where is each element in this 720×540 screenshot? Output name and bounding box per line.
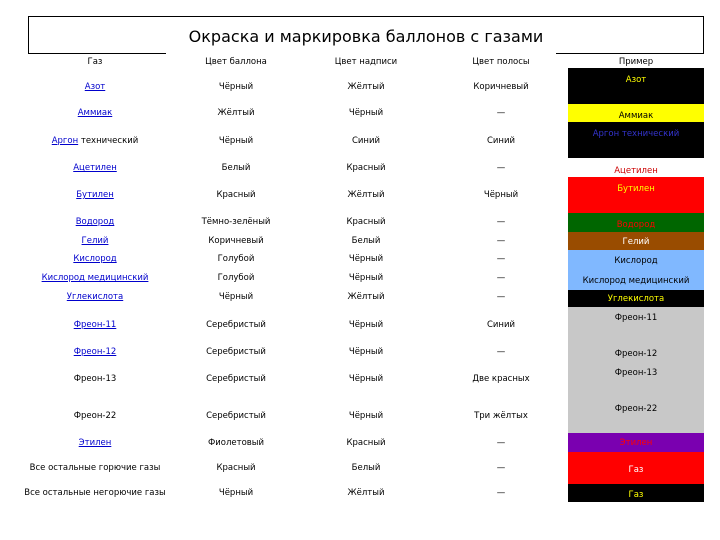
cell-text: Чёрный: [348, 411, 384, 421]
cell-balloon: Красный: [216, 190, 256, 200]
example-label: Азот: [625, 75, 647, 85]
table-row-gas: [85, 82, 106, 92]
cell-text: Белый: [351, 236, 381, 246]
cell-text: Жёлтый: [347, 292, 385, 302]
gas-link[interactable]: Кислород медицинский: [41, 273, 149, 283]
cell-balloon: Белый: [221, 163, 251, 173]
example-label: Фреон-12: [614, 349, 658, 359]
example-label: Водород: [616, 220, 656, 230]
example-label: Кислород медицинский: [582, 276, 690, 286]
cell-text: Чёрный: [348, 108, 384, 118]
cell-balloon: Серебристый: [206, 320, 266, 330]
cell-text: Белый: [351, 463, 381, 473]
example-label: Ацетилен: [614, 166, 658, 176]
gas-link[interactable]: Бутилен: [76, 190, 114, 200]
table-row-gas: [24, 488, 166, 498]
cell-text: Чёрный: [348, 347, 384, 357]
cell-balloon: Серебристый: [206, 374, 266, 384]
gas-link[interactable]: Фреон-11: [73, 320, 117, 330]
example-label: Этилен: [619, 438, 653, 448]
gas-link[interactable]: Ацетилен: [73, 163, 117, 173]
cell-text: Красный: [346, 163, 386, 173]
example-label: Фреон-13: [614, 368, 658, 378]
cell-balloon: Серебристый: [206, 347, 266, 357]
cell-balloon: Чёрный: [218, 82, 254, 92]
gas-link[interactable]: Аммиак: [77, 108, 113, 118]
gas-name: Все остальные негорючие газы: [24, 488, 166, 498]
cell-balloon: Голубой: [217, 254, 255, 264]
cell-balloon: Чёрный: [218, 292, 254, 302]
gas-link[interactable]: Фреон-12: [73, 347, 117, 357]
column-header: Пример: [618, 57, 654, 67]
gas-name: Фреон-22: [73, 411, 117, 421]
example-label: Фреон-22: [614, 404, 658, 414]
column-header: Цвет полосы: [472, 57, 530, 67]
example-swatch: [568, 122, 704, 158]
cell-balloon: Чёрный: [218, 488, 254, 498]
cell-stripe: Синий: [486, 320, 516, 330]
cell-stripe: —: [496, 488, 506, 498]
cell-text: Красный: [346, 438, 386, 448]
cell-stripe: —: [496, 108, 506, 118]
cell-balloon: Красный: [216, 463, 256, 473]
gas-name: Все остальные горючие газы: [29, 463, 161, 473]
cell-stripe: —: [496, 273, 506, 283]
cell-stripe: —: [496, 292, 506, 302]
example-label: Аргон технический: [592, 129, 680, 139]
gas-name: Фреон-13: [73, 374, 117, 384]
gas-link[interactable]: Азот: [84, 82, 106, 92]
cell-balloon: Тёмно-зелёный: [201, 217, 271, 227]
cell-stripe: Три жёлтых: [474, 411, 528, 421]
column-header: Газ: [87, 57, 103, 67]
gas-link[interactable]: Водород: [75, 217, 115, 227]
gas-link[interactable]: Гелий: [81, 236, 109, 246]
cell-text: Чёрный: [348, 374, 384, 384]
table-row-gas: [82, 236, 109, 246]
cell-text: Жёлтый: [347, 190, 385, 200]
table-row-gas: [52, 136, 139, 146]
example-swatch: [568, 395, 704, 433]
gas-suffix: технический: [78, 136, 139, 146]
example-label: Кислород: [614, 256, 658, 266]
cell-text: Жёлтый: [347, 82, 385, 92]
example-label: Аммиак: [618, 111, 654, 121]
example-label: Гелий: [622, 237, 650, 247]
example-swatch: [568, 177, 704, 213]
cell-stripe: —: [496, 236, 506, 246]
table-row-gas: [74, 411, 117, 421]
cell-text: Жёлтый: [347, 488, 385, 498]
page-title: Окраска и маркировка баллонов с газами: [188, 27, 544, 46]
cell-balloon: Жёлтый: [217, 108, 255, 118]
cell-stripe: Коричневый: [473, 82, 529, 92]
cell-stripe: —: [496, 254, 506, 264]
cell-text: Синий: [351, 136, 381, 146]
table-row-gas: [79, 438, 112, 448]
table-row-gas: [74, 320, 117, 330]
table-row-gas: [30, 463, 161, 473]
table-row-gas: [42, 273, 149, 283]
cell-balloon: Голубой: [217, 273, 255, 283]
example-swatch: [568, 68, 704, 104]
cell-balloon: Коричневый: [208, 236, 264, 246]
gas-link[interactable]: Этилен: [78, 438, 112, 448]
table-row-gas: [78, 108, 113, 118]
table-row-gas: [76, 217, 115, 227]
cell-stripe: —: [496, 463, 506, 473]
cell-stripe: —: [496, 163, 506, 173]
column-header: Цвет баллона: [205, 57, 267, 67]
table-row-gas: [67, 292, 123, 302]
cell-text: Чёрный: [348, 273, 384, 283]
example-swatch: [568, 307, 704, 340]
example-label: Углекислота: [607, 294, 665, 304]
table-row-gas: [74, 347, 117, 357]
gas-link[interactable]: Углекислота: [66, 292, 124, 302]
column-header: Цвет надписи: [334, 57, 398, 67]
cell-text: Красный: [346, 217, 386, 227]
gas-link[interactable]: Аргон: [51, 136, 79, 146]
cell-balloon: Чёрный: [218, 136, 254, 146]
cell-stripe: Синий: [486, 136, 516, 146]
cell-balloon: Серебристый: [206, 411, 266, 421]
example-label: Газ: [628, 465, 644, 475]
example-label: Бутилен: [617, 184, 655, 194]
table-row-gas: [74, 374, 117, 384]
gas-link[interactable]: Кислород: [73, 254, 117, 264]
cell-stripe: —: [496, 217, 506, 227]
table-row-gas: [73, 163, 117, 173]
cell-stripe: —: [496, 347, 506, 357]
cell-stripe: —: [496, 438, 506, 448]
table-row-gas: [73, 254, 116, 264]
title-box: [28, 16, 704, 54]
example-label: Фреон-11: [614, 313, 658, 323]
cell-stripe: Две красных: [472, 374, 530, 384]
cell-stripe: Чёрный: [483, 190, 519, 200]
example-label: Газ: [628, 490, 644, 500]
cell-balloon: Фиолетовый: [207, 438, 265, 448]
table-row-gas: [76, 190, 114, 200]
cell-text: Чёрный: [348, 320, 384, 330]
cell-text: Чёрный: [348, 254, 384, 264]
